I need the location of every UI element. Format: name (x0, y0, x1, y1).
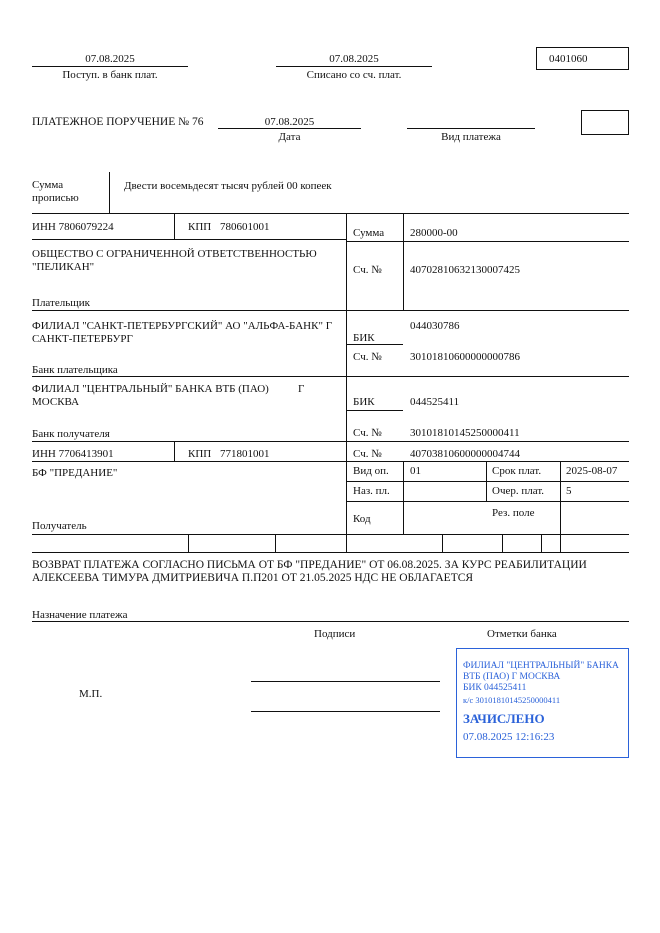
payer-inn: ИНН 7806079224 (32, 221, 114, 233)
payee-bank-name-1: ФИЛИАЛ "ЦЕНТРАЛЬНЫЙ" БАНКА ВТБ (ПАО) (32, 383, 269, 395)
payer-bank-name-1: ФИЛИАЛ "САНКТ-ПЕТЕРБУРГСКИЙ" АО "АЛЬФА-БАНК" Г (32, 320, 333, 332)
purpose-bottom-line (32, 621, 629, 622)
bank-marks-label: Отметки банка (487, 628, 557, 640)
payee-kpp: 771801001 (220, 448, 270, 460)
grid-vline-403b (403, 461, 404, 534)
grid-line-213 (32, 213, 629, 214)
code-label: Код (353, 513, 371, 525)
reserve-label: Рез. поле (492, 507, 535, 519)
received-date: 07.08.2025 (85, 53, 135, 65)
payee-acc-label: Сч. № (353, 448, 382, 460)
payer-name-1: ОБЩЕСТВО С ОГРАНИЧЕННОЙ ОТВЕТСТВЕННОСТЬЮ (32, 248, 317, 260)
payer-kpp-label: КПП (188, 221, 212, 233)
amount-words-label-1: Сумма (32, 179, 64, 191)
signature-line-2 (251, 711, 440, 712)
signature-line-1 (251, 681, 440, 682)
payer-bank-bik-label: БИК (353, 332, 375, 344)
due: 2025-08-07 (566, 465, 618, 477)
grid-vline-174 (174, 213, 175, 239)
seal-label: М.П. (79, 688, 103, 700)
grid-line-441 (32, 441, 629, 442)
payee-bank-bik: 044525411 (410, 396, 460, 408)
payee-kpp-label: КПП (188, 448, 212, 460)
payee-bank-acc-label: Сч. № (353, 427, 382, 439)
code-strip-div-1 (188, 534, 189, 552)
payment-type-line (407, 128, 535, 129)
grid-line-534 (32, 534, 629, 535)
order-date-line (218, 128, 361, 129)
debited-date-line (276, 66, 432, 67)
grid-line-481 (346, 481, 629, 482)
stamp-status: ЗАЧИСЛЕНО (463, 711, 545, 726)
payer-bank-corr-account: 30101810600000000786 (410, 351, 520, 363)
grid-line-376 (32, 376, 629, 377)
code-strip-div-6 (541, 534, 542, 552)
order-date-label: Дата (278, 131, 301, 143)
received-date-line (32, 66, 188, 67)
purpose-line-1: ВОЗВРАТ ПЛАТЕЖА СОГЛАСНО ПИСЬМА ОТ БФ "ПРЕДАНИЕ" ОТ 06.08.2025. ЗА КУРС РЕАБИЛИТАЦИИ (32, 559, 587, 571)
form-code: 0401060 (549, 53, 588, 65)
debited-date: 07.08.2025 (329, 53, 379, 65)
grid-line-310 (32, 310, 629, 311)
grid-line-552 (32, 552, 629, 553)
payee-bank-bik-label: БИК (353, 396, 375, 408)
payer-bank-bik: 044030786 (410, 320, 460, 332)
payer-bank-label: Банк плательщика (32, 364, 118, 376)
signatures-label: Подписи (314, 628, 356, 640)
stamp-line-3: БИК 044525411 (463, 683, 527, 693)
amount-words-divider (109, 172, 110, 213)
code-strip-div-5 (502, 534, 503, 552)
purpose-line-2: АЛЕКСЕЕВА ТИМУРА ДМИТРИЕВИЧА П.П201 ОТ 21.05.2025 НДС НЕ ОБЛАГАЕТСЯ (32, 572, 474, 584)
priority-label: Очер. плат. (492, 485, 545, 497)
payer-account: 40702810632130007425 (410, 264, 520, 276)
payee-name: БФ "ПРЕДАНИЕ" (32, 467, 118, 479)
order-title: ПЛАТЕЖНОЕ ПОРУЧЕНИЕ № 76 (32, 116, 204, 128)
received-label: Поступ. в банк плат. (62, 69, 158, 81)
purpose-label: Назначение платежа (32, 609, 128, 621)
stamp-line-2: ВТБ (ПАО) Г МОСКВА (463, 672, 561, 682)
bank-stamp (456, 648, 629, 758)
grid-vline-560 (560, 461, 561, 534)
payment-code-box (581, 110, 629, 135)
op-type: 01 (410, 465, 421, 477)
payment-type-label: Вид платежа (441, 131, 501, 143)
payer-bank-acc-label: Сч. № (353, 351, 382, 363)
code-strip-div-2 (275, 534, 276, 552)
op-type-label: Вид оп. (353, 465, 389, 477)
grid-line-239 (32, 239, 346, 240)
payee-account: 40703810600000004744 (410, 448, 520, 460)
code-strip-div-3 (346, 534, 347, 552)
payee-label: Получатель (32, 520, 87, 532)
grid-line-241r (346, 241, 629, 242)
debited-label: Списано со сч. плат. (306, 69, 402, 81)
payer-kpp: 780601001 (220, 221, 270, 233)
grid-line-410 (346, 410, 403, 411)
amount-words-text: Двести восемьдесят тысяч рублей 00 копеек (124, 180, 332, 192)
grid-line-501 (346, 501, 629, 502)
payer-sum-label: Сумма (353, 227, 385, 239)
payee-bank-corr-account: 30101810145250000411 (410, 427, 520, 439)
grid-vline-486 (486, 461, 487, 501)
amount-words-label-2: прописью (32, 192, 79, 204)
payee-bank-name-2: МОСКВА (32, 396, 80, 408)
due-label: Срок плат. (492, 465, 542, 477)
purpose-code-label: Наз. пл. (353, 485, 390, 497)
grid-line-461 (32, 461, 629, 462)
payer-label: Плательщик (32, 297, 90, 309)
payer-name-2: "ПЕЛИКАН" (32, 261, 95, 273)
payee-inn: ИНН 7706413901 (32, 448, 114, 460)
grid-vline-346 (346, 213, 347, 534)
code-strip-div-7 (560, 534, 561, 552)
payee-bank-city-prefix: Г (298, 383, 305, 395)
grid-vline-174b (174, 441, 175, 461)
payer-acc-label: Сч. № (353, 264, 382, 276)
payee-bank-label: Банк получателя (32, 428, 110, 440)
payer-bank-name-2: САНКТ-ПЕТЕРБУРГ (32, 333, 133, 345)
stamp-line-1: ФИЛИАЛ "ЦЕНТРАЛЬНЫЙ" БАНКА (463, 661, 619, 671)
stamp-datetime: 07.08.2025 12:16:23 (463, 731, 555, 743)
payer-sum: 280000-00 (410, 227, 458, 239)
priority: 5 (566, 485, 572, 497)
stamp-line-4: к/с 30101810145250000411 (463, 695, 561, 705)
code-strip-div-4 (442, 534, 443, 552)
order-date: 07.08.2025 (264, 116, 315, 128)
grid-vline-403 (403, 213, 404, 310)
